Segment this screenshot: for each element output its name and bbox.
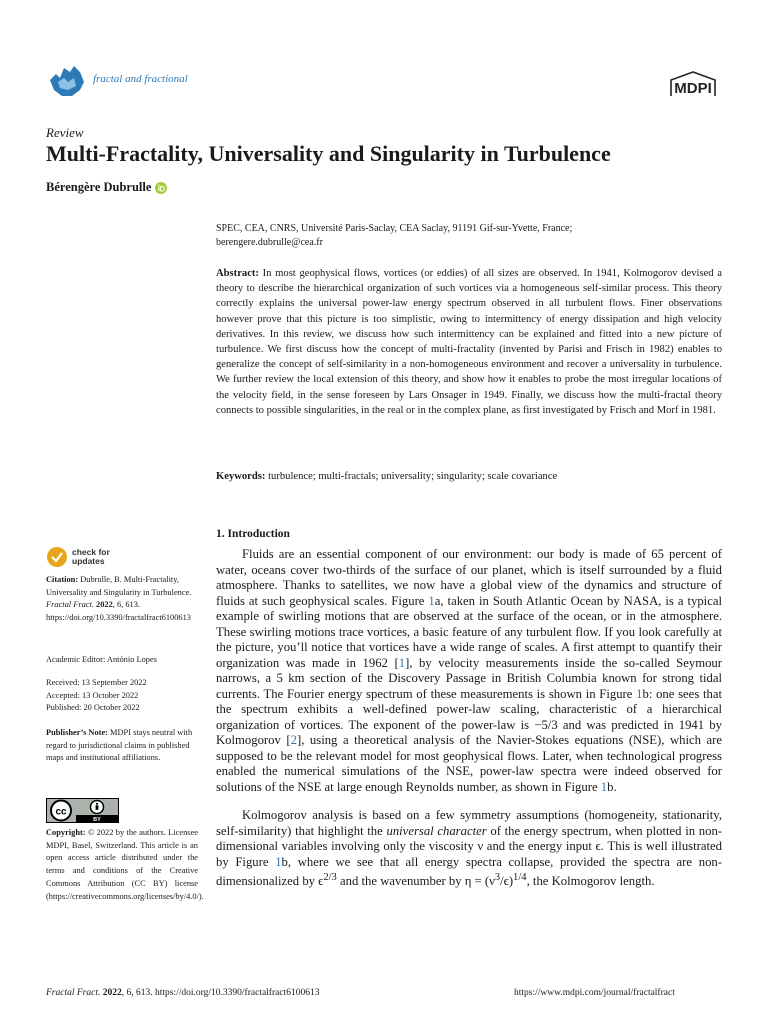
figure-1b-link[interactable]: 1 (600, 779, 608, 794)
journal-name: fractal and fractional (93, 73, 188, 85)
copyright-notice: Copyright: © 2022 by the authors. Licensee MDPI, Basel, Switzerland. This article is an open access article distributed under the terms and conditions of the Creative Commons Attribution (CC BY) license (https://creativecommons.org/licenses/by/4.0/). (46, 828, 204, 901)
footer-citation: Fractal Fract. 2022, 6, 613. https://doi.org/10.3390/fractalfract6100613 (46, 988, 320, 998)
author-email[interactable]: berengere.dubrulle@cea.fr (216, 236, 323, 248)
keywords-label: Keywords: (216, 471, 266, 482)
intro-paragraph-2: Kolmogorov analysis is based on a few symmetry assumptions (homogeneity, stationarity, self-similarity) that highlight the universal character of the energy spectrum, when plotted in non-dimensional variables involving only the viscosity ν and the energy input ϵ. This is well illustrated by Figure 1b, where we see that all energy spectra collapse, provided the spectra are non-dimensionalized by $\epsilon^{2/3}$ and the wavenumber by $\eta = (\nu^3/\epsilon)^{1/4}$, the Kolmogorov length. (216, 808, 723, 889)
keywords (216, 469, 722, 484)
svg-text:cc: cc (55, 806, 67, 818)
orcid-icon[interactable] (155, 182, 167, 194)
footer-journal-url[interactable]: https://www.mdpi.com/journal/fractalfract (514, 988, 675, 998)
published-date: Published: 20 October 2022 (46, 703, 140, 713)
abstract-label: Abstract: (216, 268, 259, 279)
received-date: Received: 13 September 2022 (46, 678, 147, 687)
check-updates-icon (46, 546, 68, 568)
svg-text:BY: BY (93, 817, 101, 823)
abstract (216, 266, 722, 418)
mdpi-logo-text: MDPI (674, 80, 712, 97)
ref-1-link[interactable]: 1 (398, 655, 406, 670)
figure-1b-link[interactable]: 1 (275, 854, 282, 869)
article-type: Review (46, 125, 84, 140)
accepted-date: Accepted: 13 October 2022 (46, 690, 139, 700)
journal-logo-icon (46, 60, 88, 102)
mdpi-logo (667, 70, 719, 98)
abstract-text: In most geophysical flows, vortices (or eddies) of all sizes are observed. In 1941, Kolmogorov devised a theory to describe the hierarchical organization of such vortices via a homogeneous self-similar process. This theory correctly explains the universal power-law energy spectrum observed in all turbulent flows. Finer observations however prove that this picture is too simplistic, owing to intermittency of energy dissipation and high velocity derivatives. In this review, we discuss how such intermittency can be explained and fitted into a new picture of turbulence. We first discuss how the concept of multi-fractality (invented by Parisi and Frisch in 1982) enables to generalize the concept of self-similarity in a non-homogeneous environment and recover a universality in turbulence. We further review the local extension of this theory, and show how it enables to probe the most irregular locations of the velocity field, in the sense foreseen by Lars Onsager in 1949. Finally, we discuss how the multi-fractal theory connects to possible singularities, in the real or in the complex plane, as first investigated by Frisch and Morf in 1981. (216, 268, 722, 416)
author-line (46, 180, 167, 195)
check-for-updates-badge[interactable] (46, 546, 110, 568)
check-updates-text: check for updates (72, 547, 110, 566)
dates (46, 677, 198, 715)
keywords-text: turbulence; multi-fractals; universality; singularity; scale covariance (268, 471, 558, 482)
citation: Citation: Dubrulle, B. Multi-Fractality, Universality and Singularity in Turbulence. Fractal Fract. 2022, 6, 613. https://doi.org/10.3390/fractalfract6100613 (46, 575, 192, 623)
intro-paragraph-1: Fluids are an essential component of our environment: our body is made of 65 percent of water, oceans cover two-thirds of the surface of our planet, which is itself surrounded by a fluid atmosphere. Thanks to satellites, we now have a global view of the dynamics and structure of fluids at such geophysical scales. Figure 1a, taken in South Atlantic Ocean by NASA, is a typical example of swirling motions that are observed at the surface of the ocean, or in the atmosphere. These swirling motions trace vortices, a basic feature of any turbulent flow. If you look carefully at the picture, you’ll notice that vortices have a wide range of scales. A first attempt to quantify their organization was made in 1962 [1], by velocity measurements inside the so-called Seymour narrows, a 5 km section of the Discovery Passage in British Columbia known for strong tidal currents. The Fourier energy spectrum of these measurements is shown in Figure 1b: one sees that the spectrum exhibits a well-defined power-law scaling, characteristic of a hierarchical organization of vortices. The exponent of the power-law is −5/3 and was predicted in 1941 by Kolmogorov [2], using a theoretical analysis of the Navier-Stokes equations (NSE), which are supposed to be the relevant model for most geophysical flows. Later, when technological progress enabled the numerical simulations of the NSE, power-law spectra were indeed observed for solutions of the NSE at large enough Reynolds number, as shown in Figure 1b. (216, 547, 722, 794)
section-heading: 1. Introduction (216, 528, 290, 540)
figure-1a-link[interactable]: 1 (428, 593, 435, 608)
author-name: Bérengère Dubrulle (46, 180, 152, 194)
figure-1b-link[interactable]: 1 (636, 686, 643, 701)
affiliation-block (216, 222, 726, 249)
article-title: Multi-Fractality, Universality and Singularity in Turbulence (46, 141, 611, 166)
academic-editor: Academic Editor: António Lopes (46, 655, 157, 664)
cc-by-license-icon[interactable] (46, 798, 119, 823)
ref-2-link[interactable]: 2 (290, 733, 297, 747)
affiliation: SPEC, CEA, CNRS, Université Paris-Saclay, CEA Saclay, 91191 Gif-sur-Yvette, France; (216, 223, 573, 234)
publishers-note: Publisher’s Note: MDPI stays neutral with regard to jurisdictional claims in published maps and institutional affiliations. (46, 728, 193, 763)
